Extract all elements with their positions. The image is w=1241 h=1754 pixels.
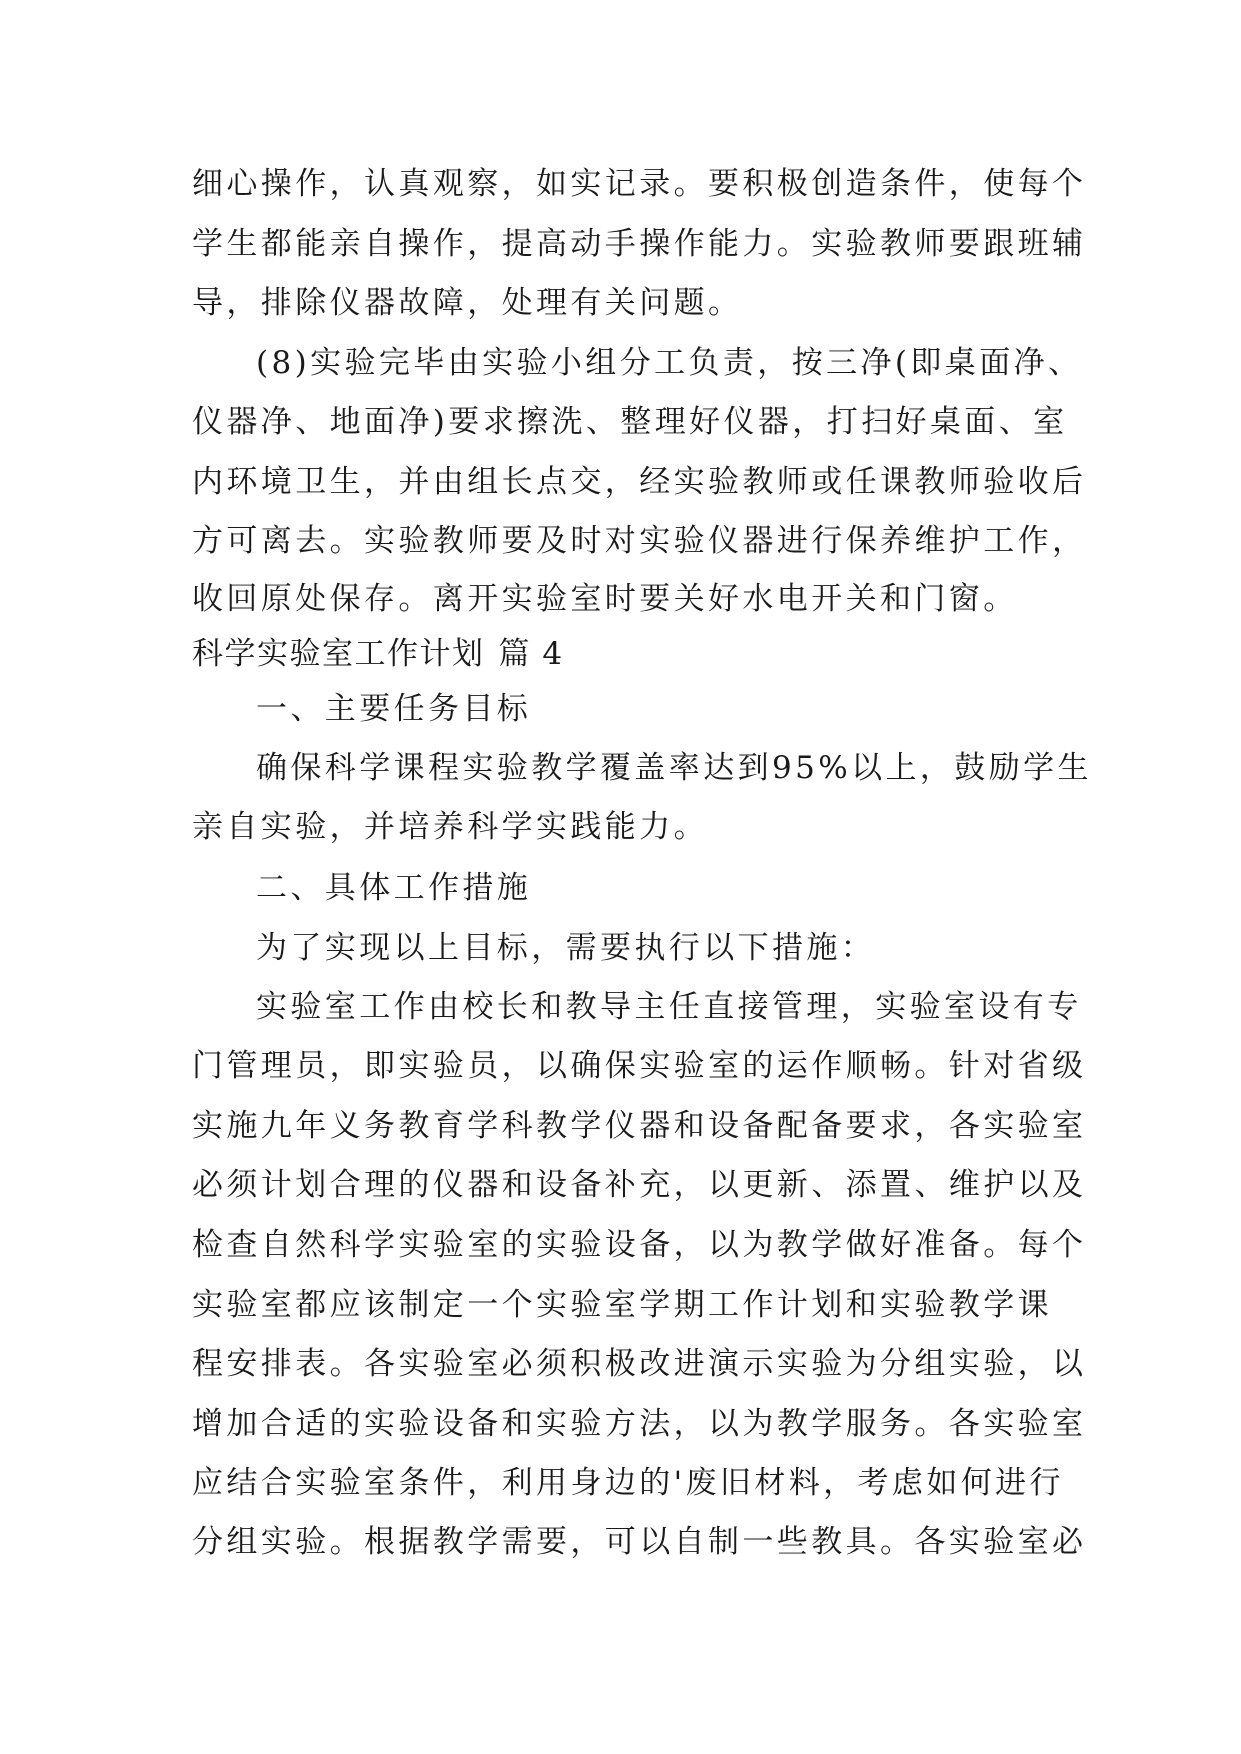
- paragraph-line: 程安排表。各实验室必须积极改进演示实验为分组实验，以: [192, 1346, 1087, 1382]
- paragraph-line: 应结合实验室条件，利用身边的'废旧材料，考虑如何进行: [192, 1465, 1064, 1501]
- section-heading: [192, 624, 1062, 684]
- paragraph-line: 门管理员，即实验员，以确保实验室的运作顺畅。针对省级: [192, 1048, 1087, 1084]
- paragraph-line: 细心操作，认真观察，如实记录。要积极创造条件，使每个: [192, 166, 1087, 202]
- paragraph-line: 学生都能亲自操作，提高动手操作能力。实验教师要跟班辅: [192, 226, 1087, 262]
- paragraph-line: 导，排除仪器故障，处理有关问题。: [192, 285, 743, 321]
- paragraph-line: 收回原处保存。离开实验室时要关好水电开关和门窗。: [192, 581, 1018, 617]
- paragraph-line: (8)实验完毕由实验小组分工负责，按三净(即桌面净、: [256, 345, 1083, 381]
- paragraph-line: 为了实现以上目标，需要执行以下措施：: [256, 930, 876, 966]
- paragraph-line: 方可离去。实验教师要及时对实验仪器进行保养维护工作，: [192, 523, 1087, 559]
- paragraph-line: 必须计划合理的仪器和设备补充，以更新、添置、维护以及: [192, 1167, 1087, 1203]
- paragraph-line: 仪器净、地面净)要求擦洗、整理好仪器，打扫好桌面、室: [192, 404, 1068, 440]
- paragraph-line: 增加合适的实验设备和实验方法，以为教学服务。各实验室: [192, 1406, 1087, 1442]
- paragraph-line: 分组实验。根据教学需要，可以自制一些教具。各实验室必: [192, 1524, 1087, 1560]
- paragraph-line: 实验室工作由校长和教导主任直接管理，实验室设有专: [256, 989, 1082, 1025]
- subheading-line: 二、具体工作措施: [256, 870, 532, 906]
- paragraph-line: 内环境卫生，并由组长点交，经实验教师或任课教师验收后: [192, 464, 1087, 500]
- paragraph-line: 确保科学课程实验教学覆盖率达到95%以上，鼓励学生: [256, 750, 1092, 786]
- paragraph-line: 实验室都应该制定一个实验室学期工作计划和实验教学课: [192, 1287, 1052, 1323]
- section-heading-title: 科学实验室工作计划: [192, 636, 485, 672]
- subheading-line: 一、主要任务目标: [256, 691, 532, 727]
- paragraph-line: 检查自然科学实验室的实验设备，以为教学做好准备。每个: [192, 1227, 1087, 1263]
- paragraph-line: 实施九年义务教育学科教学仪器和设备配备要求，各实验室: [192, 1108, 1087, 1144]
- section-heading-number: 篇 4: [498, 636, 564, 672]
- paragraph-line: 亲自实验，并培养科学实践能力。: [192, 809, 708, 845]
